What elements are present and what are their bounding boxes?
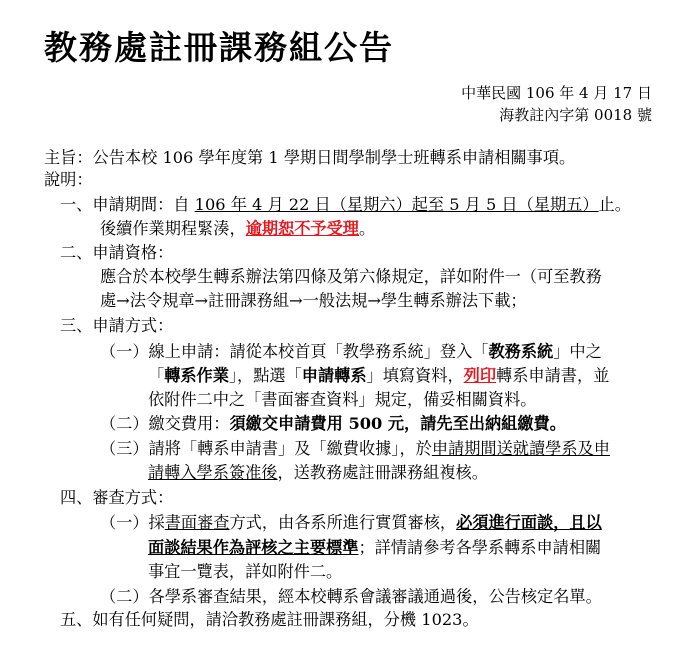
section-4-heading: 四、審查方式： [60, 488, 174, 507]
section-3-item-3-line-2 [148, 461, 488, 485]
section-1-line-2 [100, 217, 375, 241]
interview-requirement-cont: 面談結果作為評核之主要標準 [148, 538, 359, 557]
page-title: 教務處註冊課務組公告 [44, 28, 394, 67]
subject-line: 主旨：公告本校 106 學年度第 1 學期日間學制學士班轉系申請相關事項。 [44, 148, 576, 167]
section-4-item-1-line-3: 事宜一覽表，詳如附件二。 [148, 562, 343, 581]
submission-requirement-cont: 請轉入學系簽准後 [148, 463, 278, 482]
section-2-heading: 二、申請資格： [60, 243, 174, 262]
print-highlight: 列印 [463, 366, 497, 385]
application-period-dates: 106 年 4 月 22 日（星期六）起至 5 月 5 日（星期五） [194, 195, 599, 214]
fee-requirement: 須繳交申請費用 500 元，請先至出納組繳費。 [229, 414, 566, 433]
section-2-line-1: 應合於本校學生轉系辦法第四條及第六條規定，詳如附件一（可至教務 [100, 267, 602, 286]
text: ；詳情請參考各學系轉系申請相關 [358, 538, 602, 557]
text: 轉系申請書，並 [496, 366, 610, 385]
section-4-item-2: （二）各學系審查結果，經本校轉系會議審議通過後，公告核定名單。 [100, 587, 602, 606]
text: 方式，由各系所進行實質審核， [229, 513, 457, 532]
academic-system-name: 教務系統 [488, 342, 554, 361]
text: ，送教務處註冊課務組複核。 [277, 463, 488, 482]
interview-requirement: 必須進行面談，且以 [456, 513, 602, 532]
issue-date: 中華民國 106 年 4 月 17 日 [461, 84, 652, 102]
late-not-accepted-warning: 逾期恕不予受理 [245, 219, 359, 238]
section-3-item-1-line-3: 依附件二中之「書面審查資料」規定，備妥相關資料。 [148, 390, 537, 409]
section-5: 五、如有任何疑問，請洽教務處註冊課務組，分機 1023。 [60, 610, 479, 629]
document-review: 書面審查 [164, 513, 230, 532]
reference-number: 海教註內字第 0018 號 [499, 106, 652, 124]
section-1-heading: 一、申請期間：自 [60, 195, 195, 214]
schedule-note: 後續作業期程緊湊， [100, 219, 246, 238]
text: （二）繳交費用： [100, 414, 230, 433]
section-2-line-2: 處→法令規章→註冊課務組→一般法規→學生轉系辦法下載； [100, 291, 527, 310]
section-1-line-1 [60, 193, 631, 217]
section-3-item-3-line-1 [100, 437, 610, 461]
section-1-tail: 止。 [598, 195, 631, 214]
section-3-item-1-line-2 [148, 364, 609, 388]
section-4-item-1-line-2 [148, 536, 601, 560]
section-3-item-2 [100, 412, 566, 436]
text: 」中之 [553, 342, 602, 361]
apply-transfer-name: 申請轉系 [301, 366, 367, 385]
text: （一）採 [100, 513, 165, 532]
transfer-operation-name: 轉系作業 [164, 366, 229, 385]
section-4-item-1-line-1 [100, 511, 602, 535]
text: 」，點選「 [228, 366, 302, 385]
text: 」填寫資料， [366, 366, 464, 385]
text: 「 [148, 366, 165, 385]
section-3-item-1-line-1 [100, 340, 602, 364]
submission-requirement: 申請期間送就讀學系及申 [431, 439, 610, 458]
punctuation: 。 [359, 219, 376, 238]
text: （一）線上申請：請從本校首頁「教學務系統」登入「 [100, 342, 489, 361]
section-3-heading: 三、申請方式： [60, 316, 174, 335]
text: （三）請將「轉系申請書」及「繳費收據」，於 [100, 439, 432, 458]
explanation-label: 說明： [44, 170, 93, 189]
